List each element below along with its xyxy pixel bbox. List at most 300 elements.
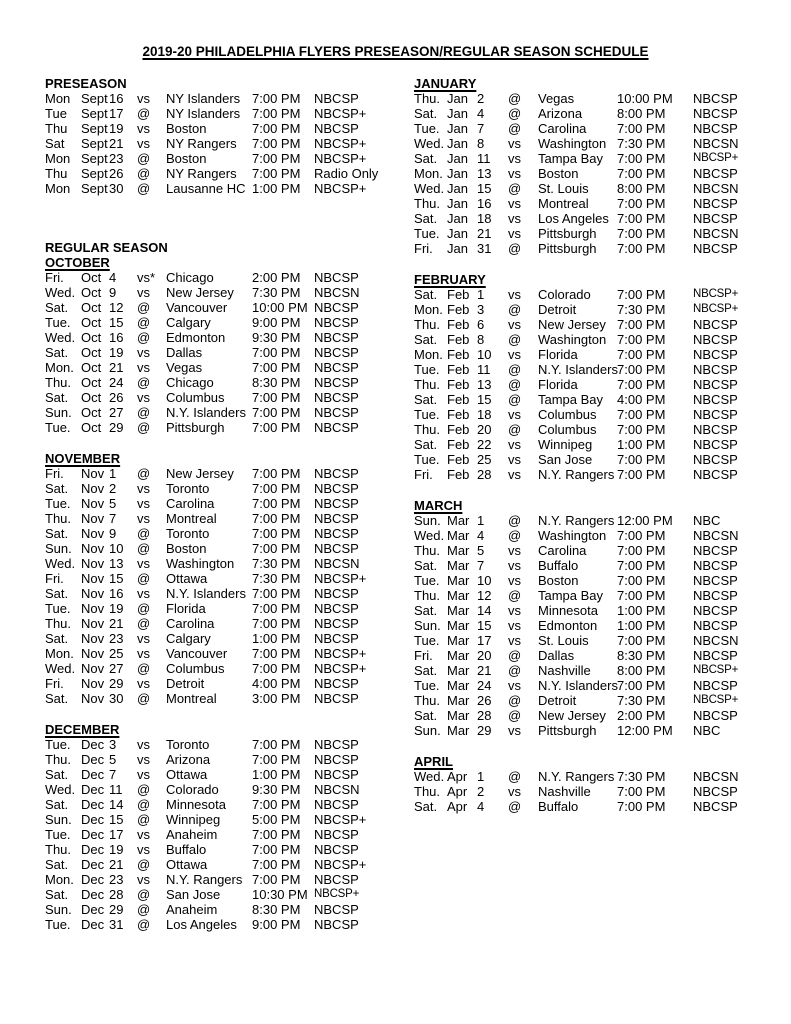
game-time: 9:00 PM bbox=[252, 917, 301, 932]
game-time: 7:00 PM bbox=[617, 678, 666, 693]
game-time: 7:00 PM bbox=[252, 827, 301, 842]
game-month: Dec bbox=[81, 827, 105, 842]
game-opponent: Buffalo bbox=[538, 799, 579, 814]
game-venue: @ bbox=[137, 902, 151, 917]
game-network: NBCSP bbox=[693, 196, 738, 211]
game-date: 14 bbox=[109, 797, 124, 812]
game-date: 19 bbox=[109, 842, 124, 857]
game-day: Sun. bbox=[45, 902, 72, 917]
game-day: Sat. bbox=[414, 332, 438, 347]
game-date: 25 bbox=[109, 646, 124, 661]
game-day: Mon. bbox=[414, 166, 443, 181]
game-time: 7:00 PM bbox=[252, 106, 301, 121]
game-venue: @ bbox=[508, 648, 522, 663]
game-venue: vs bbox=[137, 631, 150, 646]
game-opponent: Toronto bbox=[166, 526, 210, 541]
game-opponent: N.Y. Rangers bbox=[538, 467, 615, 482]
game-date: 16 bbox=[109, 91, 124, 106]
game-network: NBCSP bbox=[314, 737, 359, 752]
game-month: Mar bbox=[447, 648, 470, 663]
game-venue: @ bbox=[508, 422, 522, 437]
game-opponent: Boston bbox=[166, 151, 207, 166]
game-row bbox=[414, 181, 789, 196]
game-network: NBCSP bbox=[693, 648, 738, 663]
game-row bbox=[45, 466, 410, 481]
game-date: 10 bbox=[477, 347, 492, 362]
game-day: Thu bbox=[45, 121, 68, 136]
game-month: Oct bbox=[81, 420, 102, 435]
game-opponent: Calgary bbox=[166, 631, 211, 646]
game-date: 8 bbox=[477, 136, 485, 151]
game-day: Sat. bbox=[45, 390, 69, 405]
game-venue: @ bbox=[137, 541, 151, 556]
game-day: Sun. bbox=[45, 405, 72, 420]
game-network: NBCSP bbox=[314, 390, 359, 405]
game-network: NBCSP+ bbox=[693, 152, 739, 164]
game-time: 10:30 PM bbox=[252, 887, 308, 902]
game-row bbox=[414, 528, 789, 543]
game-month: Jan bbox=[447, 226, 468, 241]
game-time: 7:00 PM bbox=[252, 526, 301, 541]
game-time: 7:00 PM bbox=[252, 166, 301, 181]
game-venue: @ bbox=[137, 375, 151, 390]
game-venue: vs bbox=[508, 618, 521, 633]
game-date: 31 bbox=[477, 241, 492, 256]
game-day: Thu. bbox=[414, 196, 441, 211]
game-opponent: Anaheim bbox=[166, 902, 218, 917]
game-row bbox=[45, 782, 410, 797]
game-row bbox=[414, 618, 789, 633]
game-network: NBCSP bbox=[314, 300, 359, 315]
game-date: 3 bbox=[109, 737, 117, 752]
game-opponent: Montreal bbox=[166, 511, 217, 526]
game-month: Nov bbox=[81, 661, 105, 676]
game-time: 7:30 PM bbox=[617, 302, 666, 317]
game-time: 10:00 PM bbox=[617, 91, 673, 106]
game-row bbox=[45, 390, 410, 405]
game-time: 7:00 PM bbox=[617, 543, 666, 558]
game-network: NBCSP bbox=[314, 631, 359, 646]
game-venue: vs bbox=[508, 437, 521, 452]
game-day: Wed. bbox=[414, 769, 445, 784]
game-venue: vs bbox=[508, 723, 521, 738]
game-opponent: Carolina bbox=[166, 496, 215, 511]
game-day: Sat. bbox=[45, 887, 69, 902]
game-day: Tue. bbox=[414, 407, 440, 422]
game-network: NBCSN bbox=[314, 556, 360, 571]
game-row bbox=[414, 226, 789, 241]
game-month: Sept bbox=[81, 166, 108, 181]
game-date: 1 bbox=[109, 466, 117, 481]
game-date: 11 bbox=[477, 362, 491, 377]
game-date: 10 bbox=[477, 573, 492, 588]
game-time: 7:00 PM bbox=[252, 601, 301, 616]
game-time: 1:00 PM bbox=[617, 618, 666, 633]
game-network: NBCSP bbox=[314, 405, 359, 420]
game-venue: vs bbox=[508, 196, 521, 211]
game-venue: vs bbox=[508, 166, 521, 181]
game-time: 7:00 PM bbox=[617, 347, 666, 362]
game-row bbox=[45, 345, 410, 360]
game-venue: vs* bbox=[137, 270, 156, 285]
game-date: 5 bbox=[109, 752, 117, 767]
game-date: 23 bbox=[109, 872, 124, 887]
game-day: Sat. bbox=[45, 631, 69, 646]
game-opponent: Toronto bbox=[166, 737, 210, 752]
game-network: Radio Only bbox=[314, 166, 379, 181]
game-time: 7:00 PM bbox=[617, 151, 666, 166]
game-month: Nov bbox=[81, 466, 105, 481]
game-day: Thu bbox=[45, 166, 68, 181]
game-venue: @ bbox=[508, 241, 522, 256]
game-venue: @ bbox=[137, 857, 151, 872]
section-heading: NOVEMBER bbox=[45, 451, 121, 466]
game-venue: vs bbox=[508, 287, 521, 302]
game-date: 27 bbox=[109, 661, 124, 676]
game-row bbox=[45, 812, 410, 827]
game-opponent: Columbus bbox=[538, 407, 597, 422]
game-opponent: Edmonton bbox=[166, 330, 226, 345]
game-month: Nov bbox=[81, 676, 105, 691]
game-time: 7:00 PM bbox=[617, 588, 666, 603]
game-month: Feb bbox=[447, 332, 470, 347]
game-date: 24 bbox=[109, 375, 124, 390]
game-opponent: N.Y. Rangers bbox=[538, 513, 615, 528]
game-venue: vs bbox=[508, 633, 521, 648]
game-time: 7:00 PM bbox=[617, 121, 666, 136]
game-opponent: Minnesota bbox=[538, 603, 598, 618]
game-day: Wed. bbox=[414, 181, 445, 196]
game-network: NBCSP bbox=[314, 526, 359, 541]
game-network: NBCSP bbox=[314, 315, 359, 330]
game-venue: vs bbox=[508, 407, 521, 422]
game-day: Sat. bbox=[414, 392, 438, 407]
game-network: NBCSP bbox=[693, 618, 738, 633]
game-time: 2:00 PM bbox=[252, 270, 301, 285]
game-date: 2 bbox=[477, 91, 485, 106]
game-day: Tue. bbox=[414, 633, 440, 648]
game-network: NBCSP bbox=[314, 676, 359, 691]
schedule-column-right bbox=[414, 76, 789, 830]
game-network: NBCSP bbox=[314, 360, 359, 375]
game-network: NBCSP bbox=[693, 784, 738, 799]
game-date: 7 bbox=[109, 767, 117, 782]
game-network: NBCSP bbox=[314, 752, 359, 767]
game-time: 1:00 PM bbox=[252, 181, 301, 196]
game-venue: vs bbox=[137, 752, 150, 767]
game-row bbox=[45, 106, 410, 121]
game-venue: @ bbox=[508, 528, 522, 543]
game-row bbox=[414, 573, 789, 588]
game-month: Oct bbox=[81, 405, 102, 420]
game-date: 4 bbox=[477, 528, 485, 543]
game-row bbox=[45, 121, 410, 136]
game-row bbox=[45, 181, 410, 196]
game-network: NBCSP+ bbox=[314, 857, 367, 872]
game-row bbox=[45, 917, 410, 932]
game-venue: vs bbox=[508, 151, 521, 166]
game-row bbox=[45, 166, 410, 181]
game-time: 7:00 PM bbox=[252, 872, 301, 887]
game-network: NBCSP bbox=[314, 601, 359, 616]
section-heading: REGULAR SEASON bbox=[45, 240, 168, 255]
game-network: NBCSP bbox=[693, 377, 738, 392]
game-venue: vs bbox=[508, 558, 521, 573]
game-month: Jan bbox=[447, 106, 468, 121]
game-month: Nov bbox=[81, 571, 105, 586]
game-opponent: New Jersey bbox=[538, 708, 606, 723]
game-day: Sat. bbox=[414, 663, 438, 678]
game-row bbox=[45, 827, 410, 842]
game-row bbox=[45, 136, 410, 151]
game-time: 7:00 PM bbox=[617, 362, 666, 377]
game-time: 8:00 PM bbox=[617, 663, 666, 678]
game-month: Oct bbox=[81, 330, 102, 345]
game-venue: @ bbox=[508, 377, 522, 392]
game-date: 25 bbox=[477, 452, 492, 467]
game-month: Mar bbox=[447, 603, 470, 618]
game-date: 21 bbox=[109, 360, 124, 375]
game-opponent: San Jose bbox=[166, 887, 221, 902]
game-day: Fri. bbox=[414, 467, 433, 482]
game-month: Dec bbox=[81, 797, 105, 812]
game-time: 7:00 PM bbox=[252, 405, 301, 420]
game-time: 7:00 PM bbox=[252, 737, 301, 752]
game-day: Mon bbox=[45, 181, 71, 196]
game-venue: vs bbox=[137, 827, 150, 842]
game-month: Jan bbox=[447, 136, 468, 151]
game-opponent: Montreal bbox=[166, 691, 217, 706]
game-time: 7:00 PM bbox=[252, 496, 301, 511]
game-opponent: Tampa Bay bbox=[538, 392, 604, 407]
game-network: NBCSP bbox=[314, 466, 359, 481]
game-network: NBCSP bbox=[314, 842, 359, 857]
game-month: Feb bbox=[447, 302, 470, 317]
game-opponent: N.Y. Islanders bbox=[166, 586, 246, 601]
game-day: Sat. bbox=[45, 767, 69, 782]
game-venue: @ bbox=[137, 691, 151, 706]
game-date: 7 bbox=[477, 121, 485, 136]
game-time: 7:00 PM bbox=[617, 452, 666, 467]
game-date: 10 bbox=[109, 541, 124, 556]
game-row bbox=[45, 420, 410, 435]
game-venue: @ bbox=[508, 121, 522, 136]
game-time: 7:00 PM bbox=[617, 407, 666, 422]
game-venue: vs bbox=[508, 573, 521, 588]
game-month: Dec bbox=[81, 887, 105, 902]
game-network: NBCSP+ bbox=[314, 571, 367, 586]
game-network: NBCSN bbox=[314, 285, 360, 300]
game-day: Sat. bbox=[45, 857, 69, 872]
game-month: Dec bbox=[81, 902, 105, 917]
game-opponent: Vancouver bbox=[166, 300, 228, 315]
game-network: NBCSP bbox=[314, 91, 359, 106]
game-date: 17 bbox=[109, 827, 124, 842]
game-venue: @ bbox=[137, 181, 151, 196]
game-venue: vs bbox=[137, 345, 150, 360]
game-time: 12:00 PM bbox=[617, 723, 673, 738]
game-day: Fri. bbox=[414, 241, 433, 256]
game-month: Jan bbox=[447, 166, 468, 181]
game-day: Tue. bbox=[414, 678, 440, 693]
game-row bbox=[414, 211, 789, 226]
game-day: Thu. bbox=[414, 588, 441, 603]
game-day: Tue. bbox=[45, 917, 71, 932]
game-opponent: Carolina bbox=[166, 616, 215, 631]
game-opponent: Buffalo bbox=[538, 558, 579, 573]
game-row bbox=[45, 872, 410, 887]
game-day: Thu. bbox=[414, 317, 441, 332]
game-date: 12 bbox=[109, 300, 124, 315]
game-date: 15 bbox=[109, 571, 124, 586]
game-network: NBCSP bbox=[314, 481, 359, 496]
schedule-section bbox=[45, 722, 410, 932]
game-opponent: Carolina bbox=[538, 121, 587, 136]
game-date: 13 bbox=[477, 377, 492, 392]
game-row bbox=[414, 769, 789, 784]
game-network: NBCSP bbox=[693, 91, 738, 106]
game-day: Mon. bbox=[414, 347, 443, 362]
game-venue: @ bbox=[137, 782, 151, 797]
section-heading: JANUARY bbox=[414, 76, 477, 91]
game-network: NBCSP+ bbox=[314, 812, 367, 827]
game-time: 7:00 PM bbox=[252, 345, 301, 360]
game-opponent: Detroit bbox=[538, 302, 577, 317]
game-month: Dec bbox=[81, 767, 105, 782]
game-date: 9 bbox=[109, 285, 117, 300]
game-day: Tue. bbox=[414, 362, 440, 377]
game-opponent: N.Y. Rangers bbox=[538, 769, 615, 784]
game-date: 5 bbox=[109, 496, 117, 511]
game-time: 7:30 PM bbox=[252, 556, 301, 571]
game-venue: vs bbox=[137, 136, 150, 151]
game-venue: @ bbox=[508, 332, 522, 347]
game-row bbox=[45, 300, 410, 315]
game-day: Tue. bbox=[414, 226, 440, 241]
game-opponent: Vegas bbox=[538, 91, 575, 106]
game-month: Oct bbox=[81, 285, 102, 300]
game-time: 7:00 PM bbox=[252, 586, 301, 601]
game-date: 2 bbox=[109, 481, 117, 496]
game-network: NBCSP bbox=[314, 270, 359, 285]
game-date: 4 bbox=[477, 106, 485, 121]
game-venue: vs bbox=[508, 603, 521, 618]
game-venue: vs bbox=[508, 211, 521, 226]
game-day: Thu. bbox=[414, 693, 441, 708]
game-network: NBCSP bbox=[693, 558, 738, 573]
game-venue: vs bbox=[137, 767, 150, 782]
game-opponent: NY Rangers bbox=[166, 136, 237, 151]
game-day: Wed. bbox=[45, 661, 76, 676]
game-date: 1 bbox=[477, 287, 485, 302]
game-row bbox=[414, 633, 789, 648]
game-row bbox=[45, 752, 410, 767]
game-day: Wed. bbox=[45, 285, 76, 300]
game-time: 2:00 PM bbox=[617, 708, 666, 723]
game-day: Fri. bbox=[45, 571, 64, 586]
game-opponent: Columbus bbox=[166, 661, 225, 676]
game-date: 29 bbox=[109, 420, 124, 435]
game-time: 7:00 PM bbox=[252, 390, 301, 405]
game-day: Fri. bbox=[414, 648, 433, 663]
game-day: Sat. bbox=[45, 586, 69, 601]
game-opponent: Florida bbox=[538, 347, 578, 362]
game-network: NBC bbox=[693, 723, 721, 738]
game-opponent: Arizona bbox=[166, 752, 211, 767]
game-time: 7:00 PM bbox=[252, 616, 301, 631]
game-venue: vs bbox=[508, 347, 521, 362]
section-heading: APRIL bbox=[414, 754, 453, 769]
game-date: 16 bbox=[477, 196, 492, 211]
game-date: 15 bbox=[109, 812, 124, 827]
game-opponent: St. Louis bbox=[538, 633, 589, 648]
game-month: Nov bbox=[81, 526, 105, 541]
game-month: Dec bbox=[81, 872, 105, 887]
game-time: 7:00 PM bbox=[252, 541, 301, 556]
game-row bbox=[45, 601, 410, 616]
game-month: Nov bbox=[81, 601, 105, 616]
game-day: Sat. bbox=[414, 106, 438, 121]
page-title: 2019-20 PHILADELPHIA FLYERS PRESEASON/REGULAR SEASON SCHEDULE bbox=[142, 44, 649, 59]
game-venue: vs bbox=[137, 390, 150, 405]
game-opponent: Montreal bbox=[538, 196, 589, 211]
game-venue: @ bbox=[137, 917, 151, 932]
game-time: 7:30 PM bbox=[617, 769, 666, 784]
game-opponent: Winnipeg bbox=[166, 812, 221, 827]
game-network: NBCSP+ bbox=[314, 646, 367, 661]
game-date: 15 bbox=[477, 392, 492, 407]
game-day: Sat. bbox=[414, 799, 438, 814]
game-month: Mar bbox=[447, 693, 470, 708]
game-day: Thu. bbox=[414, 422, 441, 437]
game-time: 7:00 PM bbox=[617, 633, 666, 648]
game-date: 23 bbox=[109, 151, 124, 166]
game-month: Nov bbox=[81, 481, 105, 496]
game-day: Fri. bbox=[45, 270, 64, 285]
game-row bbox=[414, 543, 789, 558]
game-opponent: Boston bbox=[166, 541, 207, 556]
schedule-section bbox=[45, 76, 410, 196]
game-day: Thu. bbox=[45, 511, 72, 526]
game-date: 19 bbox=[109, 121, 124, 136]
game-day: Tue. bbox=[45, 601, 71, 616]
game-month: Dec bbox=[81, 812, 105, 827]
game-day: Tue. bbox=[414, 573, 440, 588]
game-day: Sat. bbox=[45, 481, 69, 496]
game-network: NBCSP bbox=[693, 543, 738, 558]
game-row bbox=[45, 151, 410, 166]
game-month: Mar bbox=[447, 663, 470, 678]
game-day: Sat. bbox=[414, 437, 438, 452]
game-opponent: Pittsburgh bbox=[538, 226, 597, 241]
game-date: 30 bbox=[109, 181, 124, 196]
game-day: Thu. bbox=[414, 784, 441, 799]
game-day: Tue. bbox=[45, 420, 71, 435]
game-row bbox=[45, 661, 410, 676]
game-row bbox=[45, 767, 410, 782]
game-opponent: Washington bbox=[166, 556, 235, 571]
game-opponent: Los Angeles bbox=[538, 211, 609, 226]
game-date: 13 bbox=[477, 166, 492, 181]
game-month: Oct bbox=[81, 375, 102, 390]
game-venue: @ bbox=[137, 797, 151, 812]
game-network: NBCSP bbox=[693, 332, 738, 347]
game-day: Mon bbox=[45, 151, 71, 166]
game-month: Jan bbox=[447, 151, 468, 166]
game-time: 7:00 PM bbox=[617, 226, 666, 241]
game-venue: vs bbox=[137, 556, 150, 571]
game-network: NBCSP bbox=[314, 917, 359, 932]
